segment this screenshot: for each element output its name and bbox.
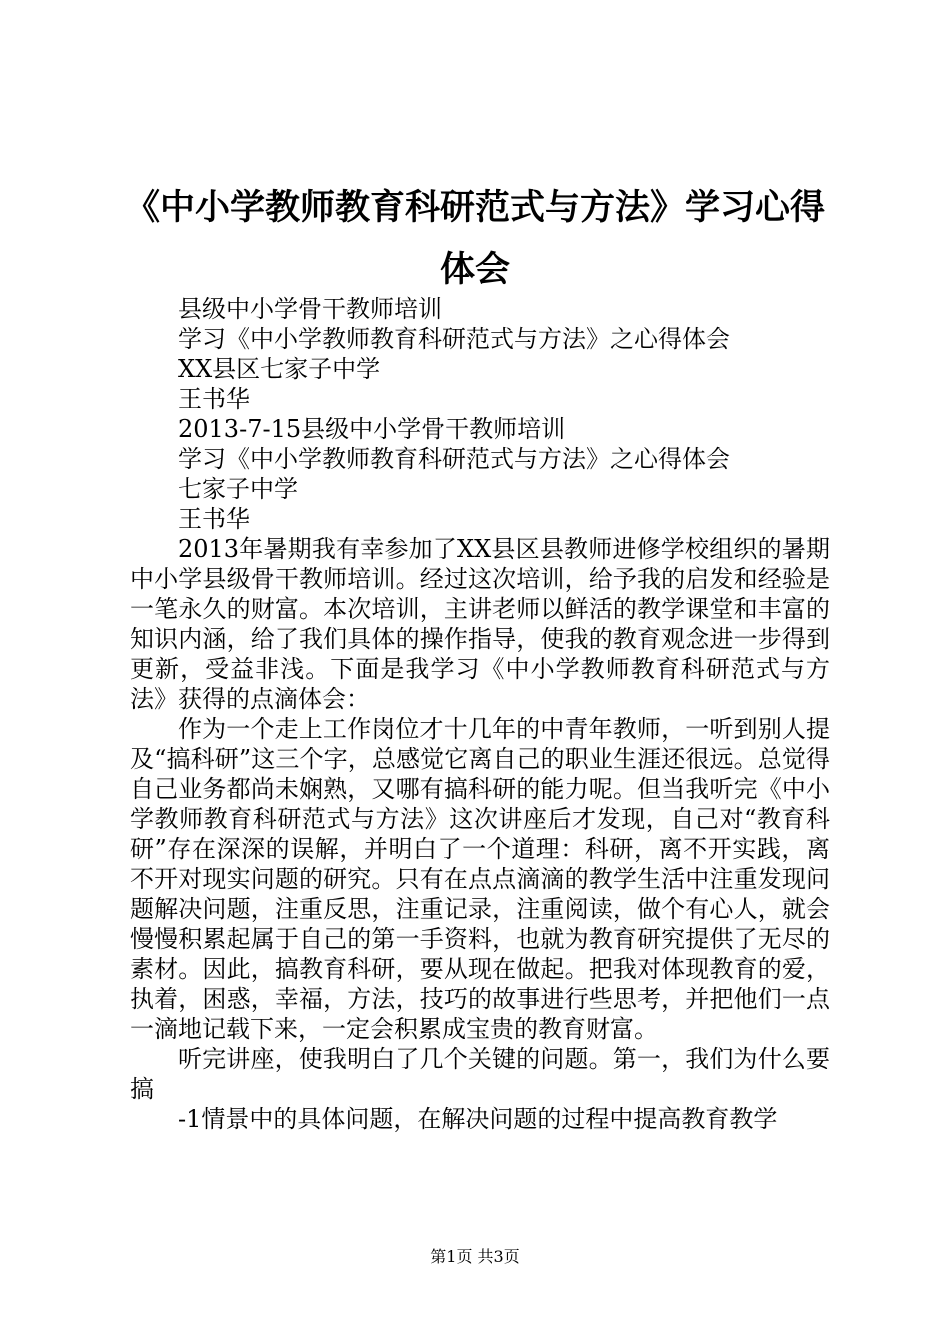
header-line-school-repeat: 七家子中学 (178, 475, 298, 503)
document-title-line-1: 《中小学教师教育科研范式与方法》学习心得 (124, 188, 825, 228)
document-body (130, 294, 830, 1134)
document-title-line-2: 体会 (439, 250, 510, 290)
header-line-school: XX县区七家子中学 (178, 355, 381, 383)
header-line-author: 王书华 (178, 385, 250, 413)
header-line-subtitle: 学习《中小学教师教育科研范式与方法》之心得体会 (178, 325, 730, 353)
paragraph-fragment: -1情景中的具体问题，在解决问题的过程中提高教育教学 (178, 1105, 778, 1133)
paragraph-key-questions: 听完讲座，使我明白了几个关键的问题。第一，我们为什么要搞 (130, 1045, 830, 1103)
header-line-training: 县级中小学骨干教师培训 (178, 295, 442, 323)
header-line-date-training: 2013-7-15县级中小学骨干教师培训 (178, 415, 566, 443)
paragraph-reflection: 作为一个走上工作岗位才十几年的中青年教师，一听到别人提及“搞科研”这三个字，总感觉它离自己的职业生涯还很远。总觉得自己业务都尚未娴熟，又哪有搞科研的能力呢。但当我听完《中小学教师教育科研范式与方法》这次讲座后才发现，自己对“教育科研”存在深深的误解，并明白了一个道理：科研，离不开实践，离不开对现实问题的研究。只有在点点滴滴的教学生活中注重发现问题解决问题，注重反思，注重记录，注重阅读，做个有心人，就会慢慢积累起属于自己的第一手资料，也就为教育研究提供了无尽的素材。因此，搞教育科研，要从现在做起。把我对体现教育的爱，执着，困惑，幸福，方法，技巧的故事进行些思考，并把他们一点一滴地记载下来，一定会积累成宝贵的教育财富。 (130, 715, 830, 1043)
page-footer: 第1页 共3页 (430, 1247, 520, 1266)
header-line-subtitle-repeat: 学习《中小学教师教育科研范式与方法》之心得体会 (178, 445, 730, 473)
paragraph-intro: 2013年暑期我有幸参加了XX县区县教师进修学校组织的暑期中小学县级骨干教师培训。经过这次培训，给予我的启发和经验是一笔永久的财富。本次培训，主讲老师以鲜活的教学课堂和丰富的知识内涵，给了我们具体的操作指导，使我的教育观念进一步得到更新，受益非浅。下面是我学习《中小学教师教育科研范式与方法》获得的点滴体会： (130, 535, 830, 713)
header-line-author-repeat: 王书华 (178, 505, 250, 533)
